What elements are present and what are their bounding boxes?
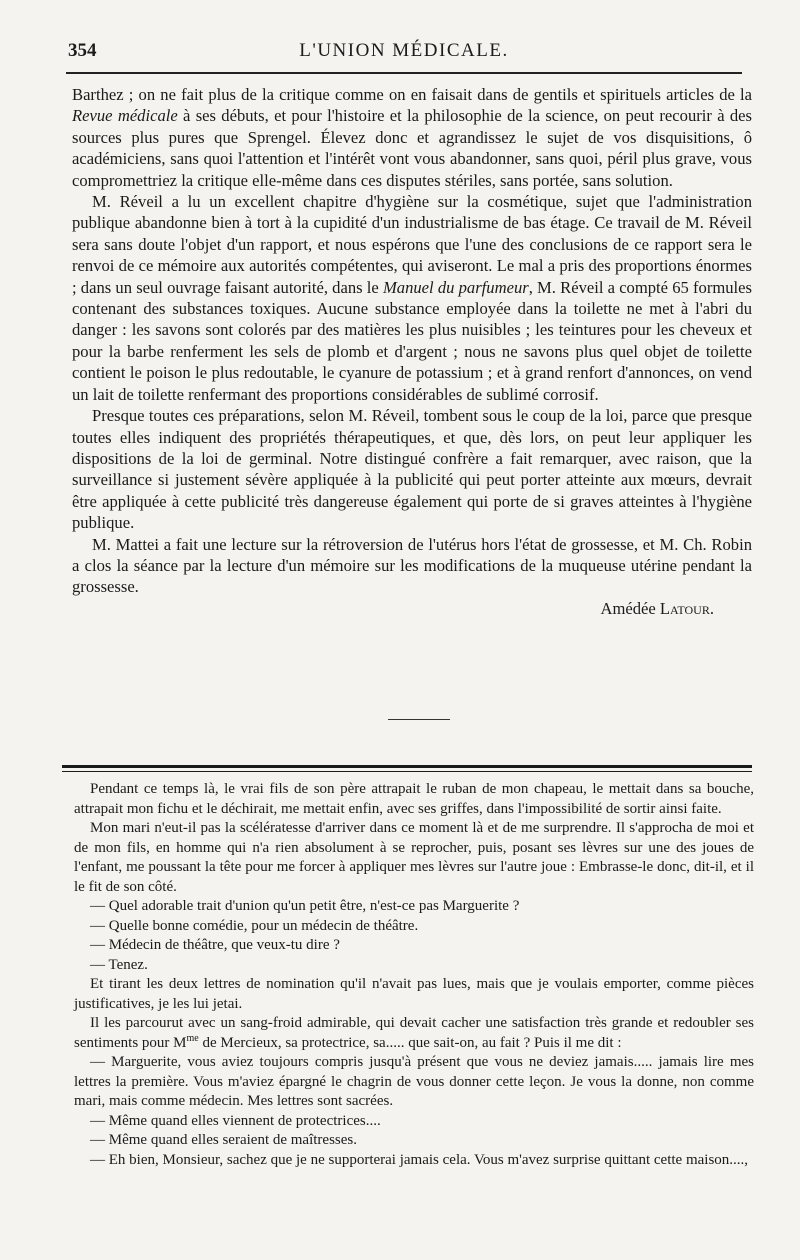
book-citation: Manuel du parfumeur [382,277,529,297]
main-article [72,84,752,619]
dialogue-line: — Quel adorable trait d'union qu'un petit être, n'est-ce pas Marguerite ? [90,898,520,914]
article-paragraph: M. Réveil a lu un excellent chapitre d'hygiène sur la cosmétique, sujet que l'administration publique abandonne bien à tort à la cupidité d'un industrialisme de bas étage. Ce travail de M. Réveil sera sans doute l'objet d'un rapport, et nous espérons que l'une des conclusions de ce rapport sera le renvoi de ce mémoire aux autorités compétentes, qui aviseront. Le mal a pris des proportions énormes ; dans un seul ouvrage faisant autorité, dans le Manuel du parfumeur, M. Réveil a compté 65 formules contenant des substances toxiques. Aucune substance employée dans la toilette ne met à l'abri du danger : les savons sont colorés par des matières les plus nuisibles ; les teintures pour les cheveux et pour la barbe renferment les sels de plomb et d'argent ; nous ne savons plus quel objet de toilette contient le poison le plus redoutable, le cyanure de potassium ; et à grand renfort d'annonces, on vend un lait de toilette renfermant des proportions considérables de sublimé corrosif. [72,192,752,404]
feuilleton-paragraph: Et tirant les deux lettres de nomination qu'il n'avait pas lues, mais que je voulais emporter, comme pièces justificatives, je les lui jetai. [74,976,754,1012]
dialogue-line: — Médecin de théâtre, que veux-tu dire ? [90,937,340,953]
dialogue-line: — Même quand elles viennent de protectrices.... [90,1112,381,1129]
section-divider [388,719,450,720]
journal-citation: Revue médicale [72,106,178,126]
feuilleton-divider-thick [62,765,752,768]
page-header [68,40,740,68]
page-number: 354 [68,40,97,61]
article-paragraph: Presque toutes ces préparations, selon M. Réveil, tombent sous le coup de la loi, parce que presque toutes elles indiquent des propriétés thérapeutiques, et que, dès lors, on peut leur appliquer les dispositions de la loi de germinal. Notre distingué confrère a fait remarquer, avec raison, que la surveillance si justement sévère appliquée à la publicité qui peut porter atteinte aux mœurs, devrait être appliquée à cette publicité très dangereuse également qui porte de si graves atteintes à l'hygiène publique. [72,406,752,533]
dialogue-line: — Quelle bonne comédie, pour un médecin de théâtre. [90,917,419,934]
article-paragraph: M. Mattei a fait une lecture sur la rétroversion de l'utérus hors l'état de grossesse, et M. Ch. Robin a clos la séance par la lecture d'un mémoire sur les modifications de la muqueuse utérine pendant la grossesse. [72,534,752,597]
header-rule [66,72,742,74]
feuilleton-paragraph: Mon mari n'eut-il pas la scélératesse d'arriver dans ce moment là et de me surprendre. Il s'approcha de moi et de mon fils, en homme qui n'a rien absolument à se reprocher, puis, posant ses lèvres sur une des joues de l'enfant, me poussant la tête pour me forcer à appliquer mes lèvres sur l'autre joue : Embrasse-le donc, dit-il, et il le fit de son côté. [74,820,754,895]
feuilleton-paragraph: Pendant ce temps là, le vrai fils de son père attrapait le ruban de mon chapeau, le mettait dans sa bouche, attrapait mon fichu et le déchirait, me mettait enfin, avec ses griffes, dans l'impossibilité de sortir ainsi faite. [74,781,754,817]
feuilleton-divider-thin [62,771,752,772]
feuilleton-paragraph: Il les parcourut avec un sang-froid admirable, qui devait cacher une satisfaction très grande et redoubler ses sentiments pour $M^{me}$ de Mercieux, sa protectrice, sa..... que sait-on, au fait ? Puis il me dit : [74,1015,754,1051]
dialogue-line: — Eh bien, Monsieur, sachez que je ne supporterai jamais cela. Vous m'avez surprise quittant cette maison...., [90,1151,749,1168]
dialogue-line: — Marguerite, vous aviez toujours compris jusqu'à présent que vous ne deviez jamais..... jamais lire mes lettres la première. Vous m'aviez épargné le chagrin de vous donner cette leçon. Je vous la donne, non comme mari, mais comme médecin. Mes lettres sont sacrées. [74,1054,754,1109]
dialogue-line: — Même quand elles seraient de maîtresses. [90,1132,357,1148]
journal-title: L'UNION MÉDICALE. [299,40,509,61]
feuilleton-section [74,780,754,1170]
dialogue-line: — Tenez. [90,956,148,973]
author-signature: Amédée Latour. [600,598,714,618]
article-paragraph: Barthez ; on ne fait plus de la critique comme on en faisait dans de gentils et spirituels articles de la Revue médicale à ses débuts, et pour l'histoire et la philosophie de la science, on peut recourir à des sources plus pures que Sprengel. Élevez donc et agrandissez le sujet de vos disquisitions, ô académiciens, sans quoi l'attention et l'intérêt vont vous abandonner, sans quoi, péril plus grave, vous compromettriez la critique elle-même dans ces disputes stériles, sans portée, sans solution. [72,85,752,190]
